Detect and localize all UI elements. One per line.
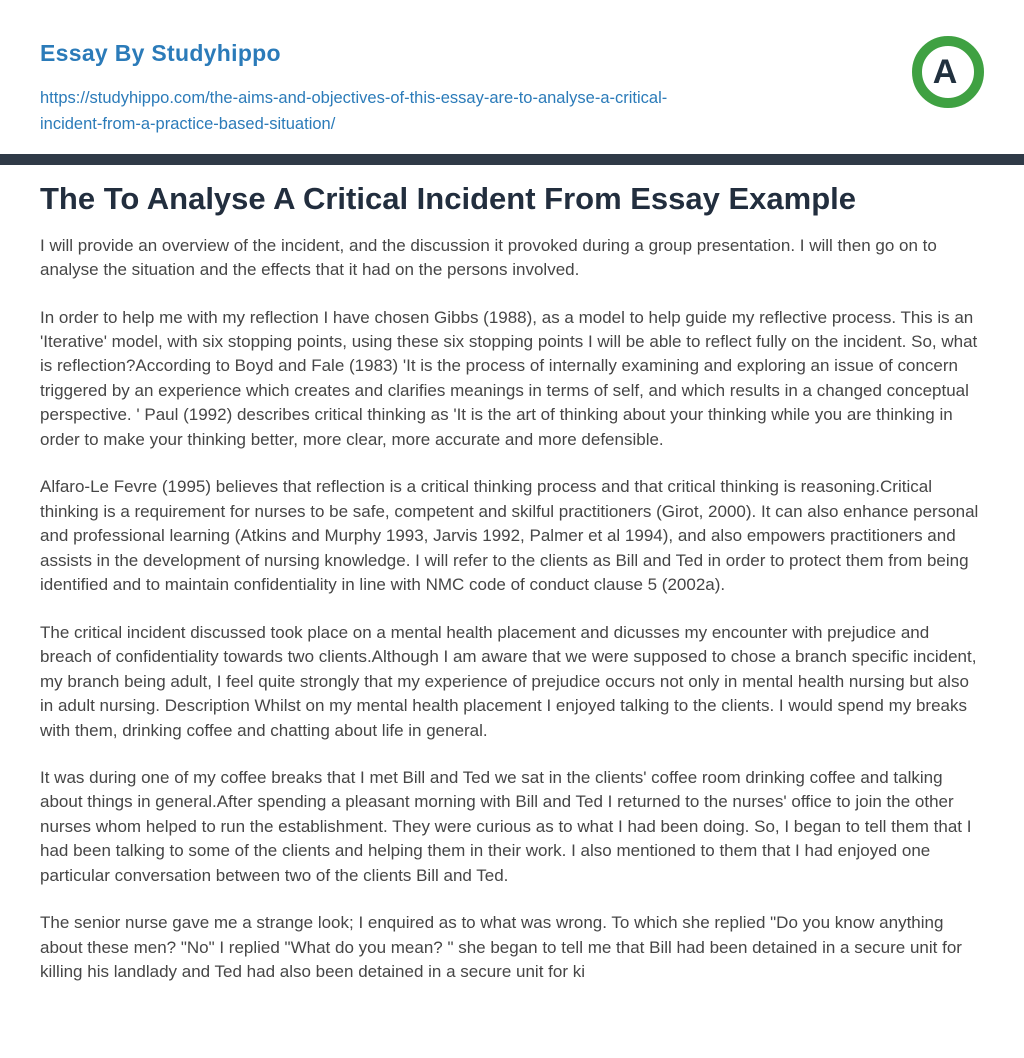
logo-letter-a: A [932, 53, 958, 91]
essay-paragraph: I will provide an overview of the incident, and the discussion it provoked during a group presentation. I will then go on to analyse the situation and the effects that it had on the persons involved. [40, 235, 937, 280]
essay-paragraph: Alfaro-Le Fevre (1995) believes that reflection is a critical thinking process and that critical thinking is reasoning.Critical thinking is a requirement for nurses to be safe, competent and skilful practitioners (Girot, 2000). It can also enhance personal and professional learning (Atkins and Murphy 1993, Jarvis 1992, Palmer et al 1994), and also empowers practitioners and assists in the development of nursing knowledge. I will refer to the clients as Bill and Ted in order to protect them from being identified and to maintain confidentiality in line with NMC code of conduct clause 5 (2002a). [40, 477, 979, 595]
site-title: Essay By Studyhippo [40, 40, 281, 66]
source-url-line-2: incident-from-a-practice-based-situation/ [40, 115, 336, 134]
header-divider-bar [0, 154, 1024, 165]
essay-paragraph: The critical incident discussed took place on a mental health placement and dicusses my encounter with prejudice and breach of confidentiality towards two clients.Although I am aware that we were supposed to chose a branch specific incident, my branch being adult, I feel quite strongly that my experience of prejudice occurs not only in mental health nursing but also in adult nursing. Description Whilst on my mental health placement I enjoyed talking to the clients. I would spend my breaks with them, drinking coffee and chatting about life in general. [40, 622, 977, 740]
studyhippo-logo [912, 36, 984, 108]
source-url-link[interactable] [40, 85, 840, 138]
source-url-line-1: https://studyhippo.com/the-aims-and-objectives-of-this-essay-are-to-analyse-a-critical- [40, 89, 668, 107]
essay-paragraph: It was during one of my coffee breaks that I met Bill and Ted we sat in the clients' coffee room drinking coffee and talking about things in general.After spending a pleasant morning with Bill and Ted I returned to the nurses' office to join the other nurses whom helped to run the establishment. They were curious as to what I had been doing. So, I began to tell them that I had been talking to some of the clients and helping them in their work. I also mentioned to them that I had enjoyed one particular conversation between two of the clients Bill and Ted. [40, 768, 972, 885]
essay-paragraph: In order to help me with my reflection I have chosen Gibbs (1988), as a model to help guide my reflective process. This is an 'Iterative' model, with six stopping points, using these six stopping points I will be able to reflect fully on the incident. So, what is reflection?According to Boyd and Fale (1983) 'It is the process of internally examining and exploring an issue of concern triggered by an experience which creates and clarifies meanings in terms of self, and which results in a changed conceptual perspective. ' Paul (1992) describes critical thinking as 'It is the art of thinking about your thinking while you are thinking in order to make your thinking better, more clear, more accurate and more defensible. [40, 307, 978, 449]
essay-article [0, 165, 1024, 985]
page-header [0, 0, 1024, 148]
essay-paragraph: The senior nurse gave me a strange look; I enquired as to what was wrong. To which she replied "Do you know anything about these men? "No" I replied "What do you mean? " she began to tell me that Bill had been detained in a secure unit for killing his landlady and Ted had also been detained in a secure unit for ki [40, 913, 962, 982]
essay-title: The To Analyse A Critical Incident From Essay Example [40, 181, 857, 216]
